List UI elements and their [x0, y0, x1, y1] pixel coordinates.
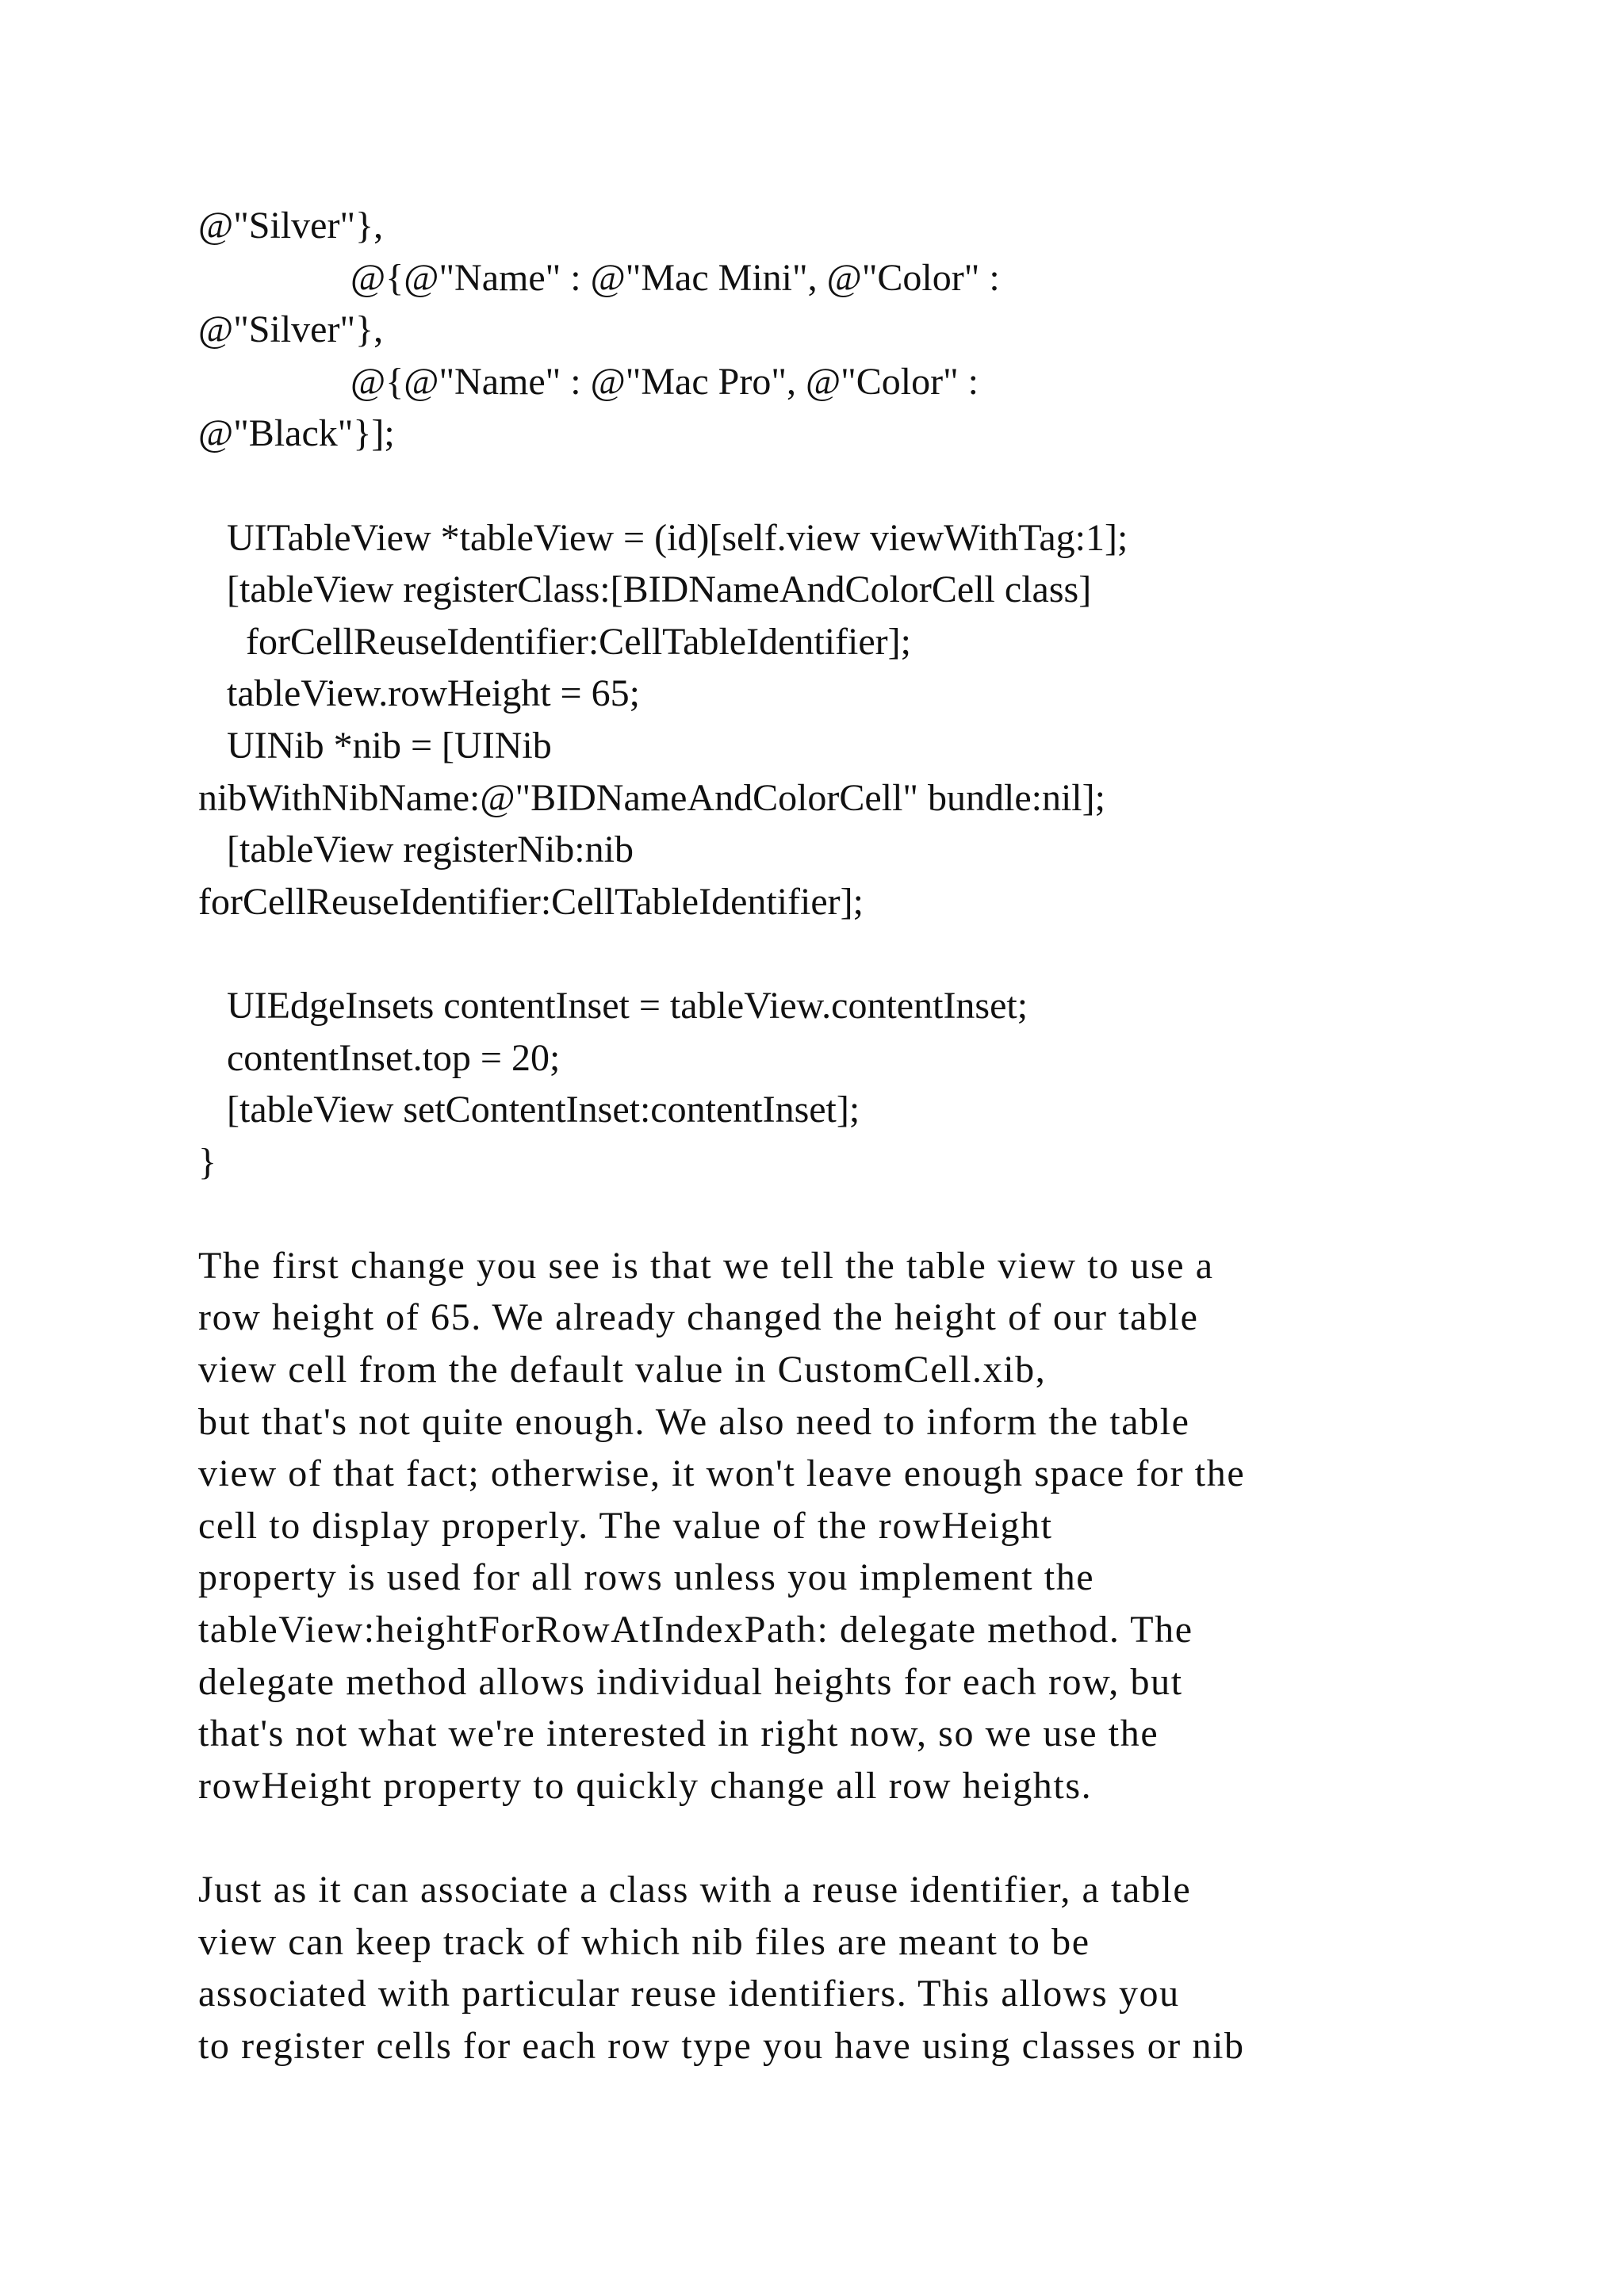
text-line: rowHeight property to quickly change all row heights.: [198, 1764, 1093, 1807]
code-line: forCellReuseIdentifier:CellTableIdentifier];: [198, 880, 864, 923]
code-line: nibWithNibName:@"BIDNameAndColorCell" bundle:nil];: [198, 776, 1105, 819]
code-line: [tableView registerNib:nib: [198, 828, 634, 871]
code-line: }: [198, 1140, 217, 1183]
text-line: cell to display properly. The value of the rowHeight: [198, 1504, 1053, 1547]
code-line: [tableView registerClass:[BIDNameAndColorCell class]: [198, 568, 1092, 611]
code-line: UINib *nib = [UINib: [198, 724, 552, 767]
code-block: [198, 200, 1467, 1188]
paragraph-gap: [198, 1188, 1467, 1240]
code-line: @{@"Name" : @"Mac Mini", @"Color" :: [198, 256, 1000, 299]
text-line: that's not what we're interested in right now, so we use the: [198, 1712, 1159, 1755]
text-line: tableView:heightForRowAtIndexPath: delegate method. The: [198, 1609, 1193, 1651]
text-line: row height of 65. We already changed the height of our table: [198, 1296, 1199, 1339]
code-line: forCellReuseIdentifier:CellTableIdentifier];: [198, 620, 911, 663]
code-line: [198, 928, 1467, 980]
paragraph-1: [198, 1240, 1467, 1812]
text-line: but that's not quite enough. We also need to inform the table: [198, 1400, 1190, 1443]
code-line: [198, 460, 1467, 512]
code-line: @{@"Name" : @"Mac Pro", @"Color" :: [198, 360, 979, 403]
code-line: @"Silver"},: [198, 205, 384, 247]
text-line: Just as it can associate a class with a reuse identifier, a table: [198, 1869, 1192, 1911]
text-line: delegate method allows individual heights for each row, but: [198, 1660, 1183, 1703]
code-line: @"Black"}];: [198, 412, 395, 455]
paragraph-2: [198, 1864, 1467, 2072]
code-line: UITableView *tableView = (id)[self.view viewWithTag:1];: [198, 516, 1128, 559]
code-line: @"Silver"},: [198, 308, 384, 351]
code-line: tableView.rowHeight = 65;: [198, 672, 640, 715]
page-content: [198, 200, 1467, 2072]
text-line: associated with particular reuse identifiers. This allows you: [198, 1973, 1180, 2015]
code-line: UIEdgeInsets contentInset = tableView.contentInset;: [198, 984, 1028, 1027]
text-line: property is used for all rows unless you implement the: [198, 1556, 1095, 1599]
text-line: view of that fact; otherwise, it won't leave enough space for the: [198, 1452, 1246, 1495]
code-line: [tableView setContentInset:contentInset];: [198, 1089, 860, 1131]
text-line: to register cells for each row type you have using classes or nib: [198, 2024, 1245, 2067]
code-line: contentInset.top = 20;: [198, 1036, 561, 1079]
text-line: view can keep track of which nib files are meant to be: [198, 1920, 1090, 1963]
paragraph-gap: [198, 1812, 1467, 1864]
text-line: The first change you see is that we tell the table view to use a: [198, 1244, 1214, 1287]
text-line: view cell from the default value in CustomCell.xib,: [198, 1349, 1047, 1391]
